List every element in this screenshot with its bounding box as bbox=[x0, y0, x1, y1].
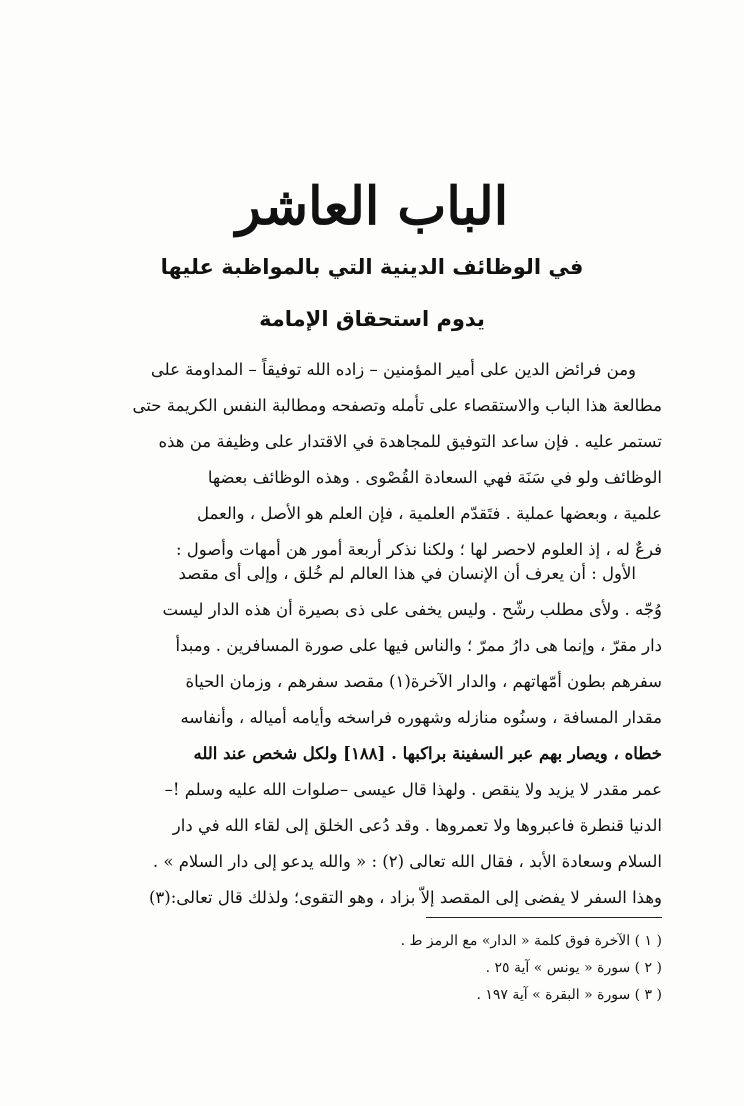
text-line: السلام وسعادة الأبد ، فقال الله تعالى (٢) : « والله يدعو إلى دار السلام » . bbox=[152, 852, 662, 871]
footnote-3: ( ٣ ) سورة « البقرة » آية ١٩٧ . bbox=[476, 987, 662, 1003]
footnote-divider bbox=[426, 917, 662, 918]
text-line: وُجّه . ولأى مطلب رشّح . وليس يخفى على ذى بصيرة أن هذه الدار ليست bbox=[162, 600, 662, 619]
text-line: ومن فرائض الدين على أمير المؤمنين – زاده الله توفيقاً – المداومة على bbox=[150, 360, 636, 379]
text-line: دار مقرّ ، وإنما هى دارُ ممرّ ؛ والناس فيها على صورة المسافرين . ومبدأ bbox=[175, 636, 662, 655]
text-line: الأول : أن يعرف أن الإنسان في هذا العالم لم خُلق ، وإلى أى مقصد bbox=[178, 564, 636, 583]
chapter-subtitle-continued: يدوم استحقاق الإمامة bbox=[259, 307, 485, 331]
chapter-title: الباب العاشر bbox=[235, 176, 509, 237]
text-line: سفرهم بطون أمّهاتهم ، والدار الآخرة(١) مقصد سفرهم ، وزمان الحياة bbox=[185, 672, 662, 691]
text-line: علمية ، وبعضها عملية . فتَقدّم العلمية ، فإن العلم هو الأصل ، والعمل bbox=[196, 504, 662, 523]
text-line: مقدار المسافة ، وسنُوه منازله وشهوره فراسخه وأيامه أمياله ، وأنفاسه bbox=[180, 708, 662, 727]
paragraph-first-matter bbox=[90, 556, 662, 916]
text-line: وهذا السفر لا يفضى إلى المقصد إلاّ بزاد ، وهو التقوى؛ ولذلك قال تعالى:(٣) bbox=[148, 888, 662, 907]
text-line: مطالعة هذا الباب والاستقصاء على تأمله وتصفحه ومطالبة النفس الكريمة حتى bbox=[132, 396, 662, 415]
text-line: الدنيا قنطرة فاعبروها ولا تعمروها . وقد دُعى الخلق إلى لقاء الله في دار bbox=[172, 816, 662, 835]
text-line: خطاه ، ويصار بهم عبر السفينة براكبها . [١٨٨] ولكل شخص عند الله bbox=[193, 744, 662, 763]
footnote-2: ( ٢ ) سورة « يونس » آية ٢٥ . bbox=[485, 960, 662, 976]
text-line: الوظائف ولو في سَنَة فهي السعادة القُصْوى . وهذه الوظائف بعضها bbox=[207, 468, 662, 487]
chapter-subtitle: في الوظائف الدينية التي بالمواظبة عليها bbox=[160, 255, 584, 279]
text-line: تستمر عليه . فإن ساعد التوفيق للمجاهدة في الاقتدار على وظيفة من هذه bbox=[158, 432, 662, 451]
text-line: عمر مقدر لا يزيد ولا ينقص . ولهذا قال عيسى –صلوات الله عليه وسلم !– bbox=[164, 780, 662, 799]
footnotes bbox=[90, 928, 662, 1009]
text-line: فرعٌ له ، إذ العلوم لاحصر لها ؛ ولكنا نذكر أربعة أمور هن أمهات وأصول : bbox=[175, 540, 662, 559]
footnote-1: ( ١ ) الآخرة فوق كلمة « الدار» مع الرمز ط . bbox=[400, 933, 662, 949]
paragraph-intro bbox=[90, 352, 662, 568]
